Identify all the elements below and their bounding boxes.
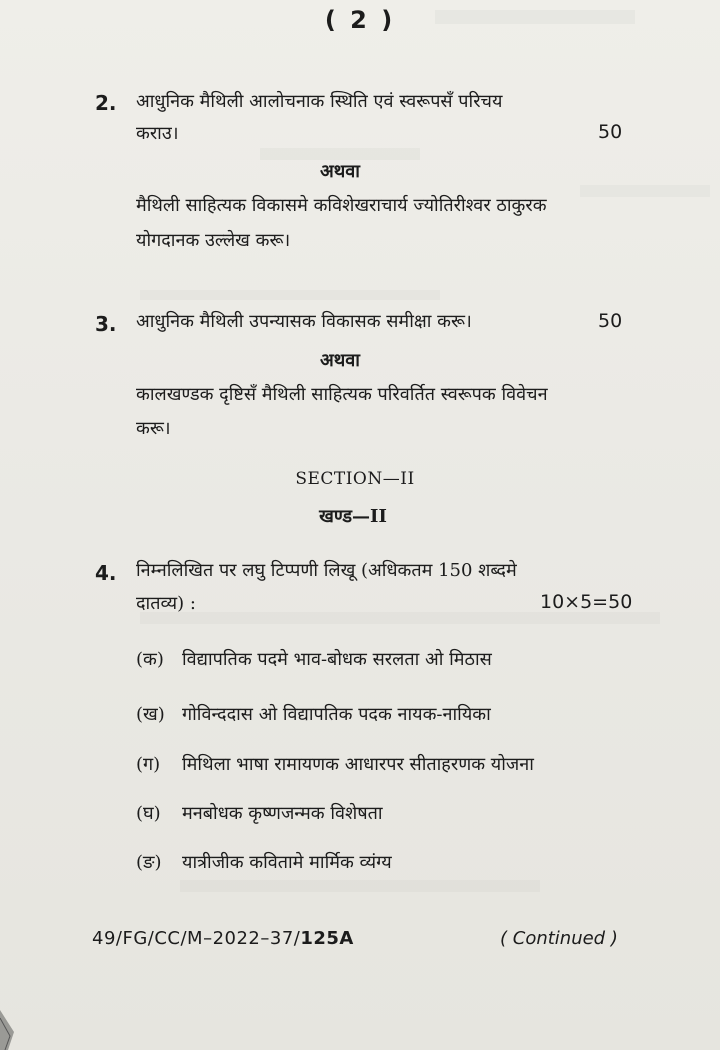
subquestion-label: (ख) [136,704,165,725]
subquestion-label: (घ) [136,803,161,824]
continued-label: ( Continued ) [500,928,618,949]
subquestion-text: यात्रीजीक कवितामे मार्मिक व्यंग्य [182,852,392,873]
paper-code-prefix: 49/FG/CC/M–2022–37/ [92,928,301,949]
question-text: आधुनिक मैथिली उपन्यासक विकासक समीक्षा करू। [136,311,472,332]
question-text: दातव्य) : [136,593,196,614]
subquestion-text: मनबोधक कृष्णजन्मक विशेषता [182,803,383,824]
or-label: अथवा [320,161,360,182]
question-number: 3. [95,312,117,336]
bleed-through-mark [180,880,540,892]
section-title: SECTION—II [295,469,415,489]
subquestion-text: विद्यापतिक पदमे भाव-बोधक सरलता ओ मिठास [182,649,492,670]
bleed-through-mark [140,290,440,300]
paper-code [92,928,354,949]
section-title-hindi: खण्ड—II [319,506,387,527]
subquestion-label: (क) [136,649,164,670]
alternative-question-text: कालखण्डक दृष्टिसँ मैथिली साहित्यक परिवर्तित स्वरूपक विवेचन [136,384,548,405]
question-text: आधुनिक मैथिली आलोचनाक स्थिति एवं स्वरूपसँ परिचय [136,91,503,112]
question-marks: 50 [598,310,623,332]
scan-corner-artifact [0,1010,40,1050]
subquestion-label: (ङ) [136,852,162,873]
subquestion-text: गोविन्ददास ओ विद्यापतिक पदक नायक-नायिका [182,704,491,725]
question-number: 4. [95,561,117,585]
bleed-through-mark [140,612,660,624]
alternative-question-text: करू। [136,418,171,439]
paper-code-number: 125A [300,928,354,949]
bleed-through-mark [580,185,710,197]
alternative-question-text: मैथिली साहित्यक विकासमे कविशेखराचार्य ज्योतिरीश्वर ठाकुरक [136,195,547,216]
alternative-question-text: योगदानक उल्लेख करू। [136,230,291,251]
question-text: कराउ। [136,123,179,144]
subquestion-text: मिथिला भाषा रामायणक आधारपर सीताहरणक योजना [182,754,534,775]
or-label: अथवा [320,350,360,371]
question-number: 2. [95,91,117,115]
subquestion-label: (ग) [136,754,161,775]
question-marks: 50 [598,121,623,143]
question-marks: 10×5=50 [540,591,633,613]
question-text: निम्नलिखित पर लघु टिप्पणी लिखू (अधिकतम 150 शब्दमे [136,560,517,581]
page-number: ( 2 ) [324,6,396,34]
